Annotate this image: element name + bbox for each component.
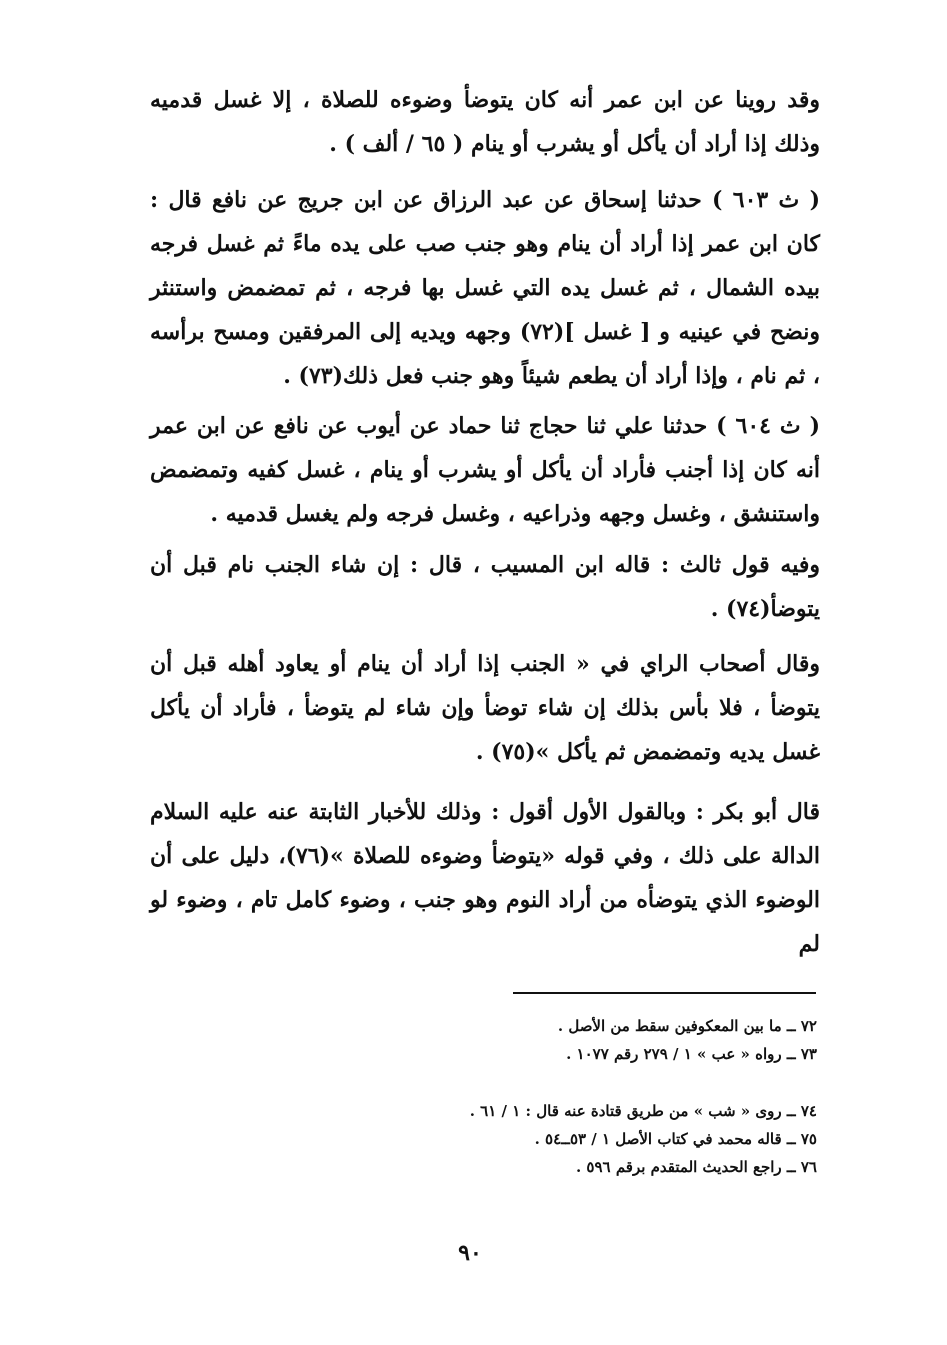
paragraph-hadith-603: ( ث ٦٠٣ ) حدثنا إسحاق عن عبد الرزاق عن ابن جريج عن نافع قال : كان ابن عمر إذا أراد أن ينام وهو جنب صب على يده ماءً ثم غسل فرجه بيده الشمال ، ثم غسل يده التي غسل بها فرجه ، ثم تمضمض واستنثر ونضح في عينيه و [ غسل ](٧٢) وجهه ويديه إلى المرفقين ومسح برأسه ، ثم نام ، وإذا أراد أن يطعم شيئاً وهو جنب فعل ذلك(٧٣) . [150,187,820,389]
page-number: ٩٠ [458,1240,482,1266]
paragraph-hadith-604: ( ث ٦٠٤ ) حدثنا علي ثنا حجاج ثنا حماد عن أيوب عن نافع عن ابن عمر أنه كان إذا أجنب فأراد أن يأكل أو يشرب أو ينام ، غسل كفيه وتمضمض واستنشق ، وغسل وجهه وذراعيه ، وغسل فرجه ولم يغسل قدميه . [150,413,820,527]
footnotes-block-a [300,1012,817,1068]
footnote-74: ٧٤ ــ روى « شب » من طريق قتادة عنه قال : ١ / ٦١ . [469,1102,817,1120]
paragraph-abu-bakr: قال أبو بكر : وبالقول الأول أقول : وذلك للأخبار الثابتة عنه عليه السلام الدالة على ذلك ، وفي قوله «يتوضأ وضوءه للصلاة »(٧٦)، دليل على أن الوضوء الذي يتوضأه من أراد النوم وهو جنب ، وضوء كامل تام ، وضوء لو لم [150,799,820,957]
footnote-76: ٧٦ ــ راجع الحديث المتقدم برقم ٥٩٦ . [575,1158,817,1176]
paragraph-third-opinion: وفيه قول ثالث : قاله ابن المسيب ، قال : إن شاء الجنب نام قبل أن يتوضأ(٧٤) . [150,552,820,622]
footnote-72: ٧٢ ــ ما بين المعكوفين سقط من الأصل . [557,1017,817,1035]
footnote-separator [513,992,816,994]
footnotes-block-b [300,1097,817,1181]
footnote-75: ٧٥ ــ قاله محمد في كتاب الأصل ١ / ٥٣ــ٥٤ . [534,1130,817,1148]
footnote-73: ٧٣ ــ رواه « عب » ١ / ٢٧٩ رقم ١٠٧٧ . [566,1045,817,1063]
paragraph-ashab-al-ray: وقال أصحاب الراي في « الجنب إذا أراد أن ينام أو يعاود أهله قبل أن يتوضأ ، فلا بأس بذلك إن شاء توضأ وإن شاء لم يتوضأ ، فأراد أن يأكل غسل يديه وتمضمض ثم يأكل »(٧٥) . [150,651,820,765]
paragraph-ibn-umar-wudu: وقد روينا عن ابن عمر أنه كان يتوضأ وضوءه للصلاة ، إلا غسل قدميه وذلك إذا أراد أن يأكل أو يشرب أو ينام ( ٦٥ / ألف ) . [150,87,820,157]
